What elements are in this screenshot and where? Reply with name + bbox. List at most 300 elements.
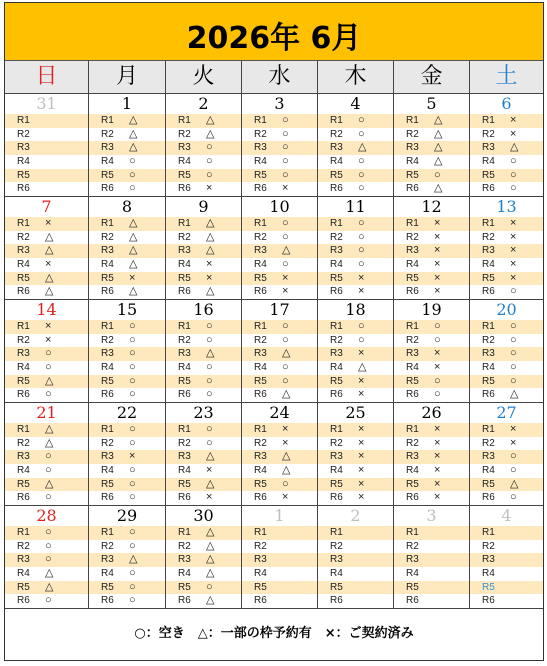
slot-row	[394, 272, 469, 286]
day-number: 6	[501, 94, 512, 113]
weekday-4: 木	[318, 61, 394, 93]
day-cell[interactable]	[242, 300, 318, 402]
slot-row	[166, 553, 241, 567]
slot-label: R3	[406, 245, 419, 257]
slot-label: R6	[482, 595, 495, 607]
slot-row	[470, 285, 543, 299]
slot-row	[394, 375, 469, 389]
day-cell[interactable]	[318, 506, 394, 608]
slot-row	[5, 334, 88, 348]
slot-row	[470, 217, 543, 231]
slot-row	[318, 258, 393, 272]
slot-row	[318, 285, 393, 299]
slot-status: △	[434, 155, 443, 168]
day-cell[interactable]	[5, 506, 89, 608]
day-cell[interactable]	[89, 197, 166, 299]
slot-status: ×	[129, 450, 136, 463]
slot-status: △	[206, 127, 215, 140]
slot-status: ×	[358, 374, 365, 387]
day-number: 24	[269, 403, 290, 422]
day-cell[interactable]	[470, 197, 543, 299]
slot-label: R5	[406, 581, 419, 593]
slot-status: ○	[282, 320, 289, 332]
slot-label: R5	[482, 375, 495, 387]
day-cell[interactable]	[470, 403, 543, 505]
slot-row	[470, 182, 543, 196]
slot-row	[242, 464, 317, 478]
slot-row	[5, 347, 88, 361]
slot-label: R1	[254, 424, 267, 435]
slot-row	[470, 478, 543, 492]
slot-label: R3	[178, 451, 191, 463]
day-cell[interactable]	[470, 506, 543, 608]
slot-row	[318, 169, 393, 183]
slot-status: ○	[510, 333, 517, 346]
day-cell[interactable]	[318, 94, 394, 196]
slot-status: △	[129, 127, 138, 140]
day-cell[interactable]	[394, 506, 470, 608]
slot-row	[318, 478, 393, 492]
slot-label: R2	[406, 128, 419, 140]
day-cell[interactable]	[5, 197, 89, 299]
slot-label: R4	[17, 465, 30, 477]
slot-row	[89, 526, 165, 540]
slot-label: R2	[406, 437, 419, 449]
day-cell[interactable]	[166, 300, 242, 402]
slot-label: R6	[482, 183, 495, 195]
slot-label: R3	[178, 554, 191, 566]
day-cell[interactable]	[89, 403, 166, 505]
slot-row	[318, 375, 393, 389]
slot-label: R6	[101, 286, 114, 298]
day-cell[interactable]	[166, 94, 242, 196]
slot-status: ×	[282, 491, 289, 504]
slot-row	[394, 450, 469, 464]
slot-row	[5, 553, 88, 567]
slot-row	[470, 437, 543, 451]
day-cell[interactable]	[89, 300, 166, 402]
slot-label: R6	[101, 389, 114, 401]
slot-row	[318, 464, 393, 478]
day-cell[interactable]	[242, 197, 318, 299]
slot-status: ×	[358, 491, 365, 504]
slot-row	[394, 285, 469, 299]
slot-row	[394, 423, 469, 437]
calendar-grid	[5, 94, 543, 609]
slot-row	[318, 361, 393, 375]
slot-label: R3	[254, 451, 267, 463]
slot-row	[318, 217, 393, 231]
slot-status: ×	[206, 258, 213, 271]
day-cell[interactable]	[318, 300, 394, 402]
day-cell[interactable]	[394, 94, 470, 196]
slot-label: R1	[482, 527, 495, 538]
slot-row	[89, 361, 165, 375]
slot-row	[166, 128, 241, 142]
slot-row	[394, 217, 469, 231]
slot-label: R2	[406, 334, 419, 346]
slot-row	[318, 347, 393, 361]
slot-label: R1	[101, 424, 114, 435]
slot-label: R5	[482, 581, 495, 593]
calendar-frame	[4, 2, 544, 661]
slot-status: ○	[282, 333, 289, 346]
slot-row	[394, 594, 469, 608]
slot-status: ○	[129, 464, 136, 477]
slot-status: ○	[206, 361, 213, 374]
day-cell[interactable]	[242, 94, 318, 196]
slot-label: R4	[254, 259, 267, 271]
slot-status: ×	[434, 230, 441, 243]
slot-status: ×	[206, 182, 213, 195]
slot-label: R5	[330, 375, 343, 387]
slot-row	[166, 155, 241, 169]
slot-status: △	[45, 580, 54, 593]
day-cell[interactable]	[470, 94, 543, 196]
day-cell[interactable]	[166, 197, 242, 299]
slot-row	[318, 567, 393, 581]
slot-label: R1	[17, 321, 30, 332]
day-number: 30	[193, 506, 214, 525]
slot-row	[394, 581, 469, 595]
slot-status: ○	[358, 244, 365, 257]
slot-row	[166, 272, 241, 286]
day-number: 2	[198, 94, 209, 113]
day-cell[interactable]	[166, 403, 242, 505]
slot-row	[318, 423, 393, 437]
slot-row	[89, 217, 165, 231]
slot-status: ○	[206, 320, 213, 332]
slot-row	[470, 361, 543, 375]
slot-row	[166, 231, 241, 245]
day-number: 3	[274, 94, 285, 113]
slot-label: R1	[254, 115, 267, 126]
day-number: 23	[193, 403, 214, 422]
day-cell[interactable]	[5, 94, 89, 196]
slot-status: ×	[129, 271, 136, 284]
slot-label: R1	[178, 115, 191, 126]
slot-row	[166, 478, 241, 492]
day-cell[interactable]	[242, 403, 318, 505]
slot-label: R5	[178, 169, 191, 181]
slot-label: R5	[17, 169, 30, 181]
slot-label: R4	[482, 465, 495, 477]
slot-status: ○	[129, 580, 136, 593]
slot-status: ○	[129, 155, 136, 168]
slot-row	[89, 491, 165, 505]
slot-row	[166, 244, 241, 258]
slot-label: R3	[330, 348, 343, 360]
slot-label: R6	[178, 595, 191, 607]
slot-row	[318, 128, 393, 142]
slot-status: △	[206, 594, 215, 607]
slot-row	[318, 114, 393, 128]
slot-row	[242, 347, 317, 361]
slot-label: R5	[101, 169, 114, 181]
slot-label: R4	[330, 259, 343, 271]
slot-label: R5	[482, 272, 495, 284]
slot-status: ×	[434, 450, 441, 463]
slot-row	[5, 320, 88, 334]
slot-label: R2	[17, 437, 30, 449]
slot-label: R2	[17, 231, 30, 243]
slot-label: R4	[101, 362, 114, 374]
slot-label: R2	[482, 540, 495, 552]
slot-label: R2	[101, 231, 114, 243]
slot-label: R2	[101, 128, 114, 140]
slot-row	[394, 361, 469, 375]
slot-row	[394, 553, 469, 567]
slot-row	[89, 141, 165, 155]
slot-status: ×	[510, 114, 517, 126]
slot-status: ×	[434, 217, 441, 229]
slot-status: ×	[358, 464, 365, 477]
slot-status: ○	[129, 361, 136, 374]
slot-row	[318, 244, 393, 258]
slot-row	[318, 526, 393, 540]
day-cell[interactable]	[242, 506, 318, 608]
slot-row	[89, 540, 165, 554]
slot-status: ×	[282, 423, 289, 435]
slot-status: △	[129, 258, 138, 271]
day-number: 25	[345, 403, 366, 422]
title-bar	[5, 3, 543, 61]
slot-row	[242, 437, 317, 451]
slot-row	[394, 437, 469, 451]
slot-label: R2	[330, 128, 343, 140]
slot-label: R2	[482, 128, 495, 140]
day-cell[interactable]	[5, 300, 89, 402]
day-cell[interactable]	[318, 403, 394, 505]
slot-label: R6	[101, 492, 114, 504]
slot-status: ○	[206, 374, 213, 387]
day-number: 20	[496, 300, 517, 319]
day-cell[interactable]	[394, 197, 470, 299]
slot-status: ×	[434, 361, 441, 374]
slot-status: ○	[358, 217, 365, 229]
slot-row	[242, 244, 317, 258]
slot-label: R5	[254, 478, 267, 490]
slot-row	[166, 526, 241, 540]
slot-status: ○	[282, 477, 289, 490]
slot-status: △	[206, 217, 215, 229]
slot-row	[242, 361, 317, 375]
week-row	[5, 506, 543, 609]
slot-label: R6	[178, 286, 191, 298]
day-number: 1	[121, 94, 133, 113]
slot-label: R2	[17, 128, 30, 140]
slot-status: △	[45, 271, 54, 284]
slot-status: ×	[510, 423, 517, 435]
slot-status: ○	[45, 347, 52, 360]
day-number: 12	[421, 197, 442, 216]
slot-row	[5, 141, 88, 155]
day-cell[interactable]	[5, 403, 89, 505]
slot-row	[89, 155, 165, 169]
slot-label: R6	[406, 183, 419, 195]
slot-status: △	[45, 230, 54, 243]
slot-label: R3	[101, 554, 114, 566]
slot-label: R1	[406, 218, 419, 229]
slot-label: R1	[101, 321, 114, 332]
slot-status: ○	[129, 347, 136, 360]
slot-row	[89, 258, 165, 272]
slot-label: R1	[101, 115, 114, 126]
slot-status: ×	[45, 258, 52, 271]
slot-label: R5	[406, 272, 419, 284]
slot-label: R3	[482, 554, 495, 566]
slot-label: R6	[406, 595, 419, 607]
slot-label: R1	[178, 321, 191, 332]
slot-label: R3	[254, 142, 267, 154]
day-number: 16	[193, 300, 214, 319]
slot-label: R4	[330, 156, 343, 168]
day-cell[interactable]	[89, 94, 166, 196]
slot-status: ○	[282, 361, 289, 374]
slot-status: △	[510, 388, 519, 401]
slot-row	[242, 231, 317, 245]
slot-label: R6	[17, 286, 30, 298]
slot-row	[470, 169, 543, 183]
slot-row	[394, 182, 469, 196]
slot-label: R6	[17, 595, 30, 607]
slot-status: ○	[358, 114, 365, 126]
slot-row	[470, 320, 543, 334]
slot-label: R2	[406, 540, 419, 552]
day-number: 5	[426, 94, 437, 113]
slot-label: R6	[330, 286, 343, 298]
slot-row	[5, 594, 88, 608]
slot-status: ○	[206, 168, 213, 181]
slot-label: R5	[254, 272, 267, 284]
slot-status: ×	[434, 347, 441, 360]
slot-row	[394, 464, 469, 478]
day-number: 22	[116, 403, 138, 422]
slot-label: R3	[101, 348, 114, 360]
slot-row	[5, 114, 88, 128]
slot-row	[394, 334, 469, 348]
slot-row	[89, 375, 165, 389]
slot-row	[242, 567, 317, 581]
slot-row	[470, 272, 543, 286]
slot-status: ×	[434, 258, 441, 271]
slot-row	[242, 478, 317, 492]
slot-status: △	[282, 388, 291, 401]
slot-status: ○	[282, 258, 289, 271]
slot-row	[5, 526, 88, 540]
slot-label: R3	[101, 142, 114, 154]
slot-label: R1	[17, 115, 30, 126]
slot-row	[318, 437, 393, 451]
slot-label: R4	[406, 259, 419, 271]
slot-status: ×	[510, 258, 517, 271]
slot-label: R4	[178, 465, 191, 477]
slot-label: R4	[17, 362, 30, 374]
slot-status: ○	[510, 450, 517, 463]
slot-row	[242, 334, 317, 348]
slot-status: ×	[434, 477, 441, 490]
slot-label: R1	[254, 218, 267, 229]
slot-label: R3	[101, 451, 114, 463]
slot-row	[5, 169, 88, 183]
slot-label: R4	[17, 568, 30, 580]
slot-label: R2	[17, 540, 30, 552]
slot-label: R4	[254, 156, 267, 168]
day-cell[interactable]	[318, 197, 394, 299]
slot-status: ○	[45, 526, 52, 538]
slot-label: R3	[406, 142, 419, 154]
slot-label: R4	[406, 156, 419, 168]
slot-status: ○	[358, 168, 365, 181]
day-number: 8	[121, 197, 133, 216]
slot-row	[166, 347, 241, 361]
slot-status: ○	[434, 320, 441, 332]
slot-status: ×	[510, 271, 517, 284]
slot-status: ×	[434, 423, 441, 435]
slot-label: R6	[330, 183, 343, 195]
slot-label: R3	[406, 451, 419, 463]
slot-status: ○	[206, 141, 213, 154]
slot-status: ○	[45, 361, 52, 374]
day-cell[interactable]	[89, 506, 166, 608]
slot-status: ○	[129, 388, 136, 401]
weekday-1: 月	[89, 61, 166, 93]
day-number: 15	[116, 300, 138, 319]
slot-row	[318, 182, 393, 196]
weekday-2: 火	[166, 61, 242, 93]
slot-status: △	[129, 230, 138, 243]
slot-status: ○	[45, 594, 52, 607]
day-number: 31	[36, 94, 57, 113]
slot-row	[5, 244, 88, 258]
slot-status: ×	[434, 271, 441, 284]
slot-row	[394, 128, 469, 142]
slot-row	[166, 567, 241, 581]
slot-row	[89, 464, 165, 478]
slot-label: R2	[178, 128, 191, 140]
day-cell[interactable]	[394, 403, 470, 505]
slot-status: △	[434, 114, 443, 126]
slot-status: ○	[434, 168, 441, 181]
slot-label: R3	[254, 554, 267, 566]
slot-status: ○	[282, 168, 289, 181]
slot-row	[89, 169, 165, 183]
slot-label: R2	[330, 334, 343, 346]
slot-row	[89, 594, 165, 608]
day-cell[interactable]	[394, 300, 470, 402]
slot-label: R4	[482, 156, 495, 168]
day-number: 7	[41, 197, 52, 216]
slot-status: △	[206, 450, 215, 463]
slot-row	[394, 258, 469, 272]
day-cell[interactable]	[166, 506, 242, 608]
slot-label: R6	[178, 183, 191, 195]
slot-row	[242, 375, 317, 389]
slot-row	[318, 540, 393, 554]
slot-label: R2	[178, 334, 191, 346]
slot-row	[242, 540, 317, 554]
slot-row	[318, 388, 393, 402]
slot-row	[318, 141, 393, 155]
slot-label: R1	[17, 527, 30, 538]
day-cell[interactable]	[470, 300, 543, 402]
slot-label: R1	[406, 424, 419, 435]
slot-row	[470, 581, 543, 595]
slot-label: R5	[406, 478, 419, 490]
slot-label: R6	[254, 492, 267, 504]
slot-status: ○	[129, 436, 136, 449]
slot-label: R6	[178, 492, 191, 504]
